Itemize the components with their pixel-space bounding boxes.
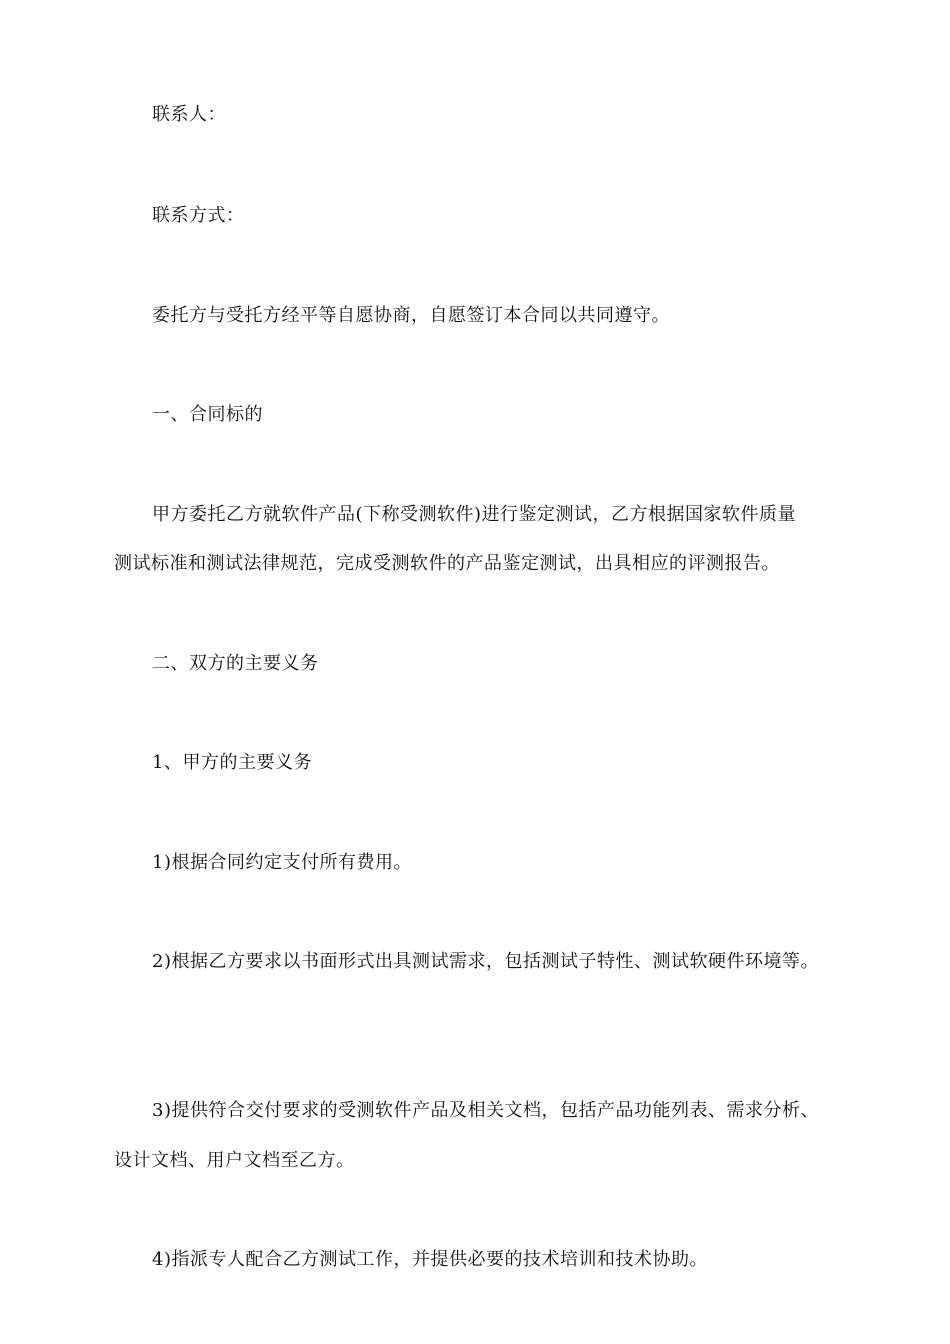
obligation-item-3-line1: 3)提供符合交付要求的受测软件产品及相关文档，包括产品功能列表、需求分析、 — [152, 1100, 819, 1121]
obligation-item-3-line2: 设计文档、用户文档至乙方。 — [114, 1150, 355, 1171]
obligation-item-2: 2)根据乙方要求以书面形式出具测试需求，包括测试子特性、测试软硬件环境等。 — [152, 951, 819, 972]
section1-paragraph-line1: 甲方委托乙方就软件产品(下称受测软件)进行鉴定测试，乙方根据国家软件质量 — [152, 504, 797, 525]
obligation-item-1: 1)根据合同约定支付所有费用。 — [152, 852, 412, 873]
contact-person-label: 联系人： — [152, 104, 226, 125]
section2-sub1-heading: 1、甲方的主要义务 — [152, 752, 312, 773]
section1-heading: 一、合同标的 — [152, 404, 263, 425]
section1-paragraph-line2: 测试标准和测试法律规范，完成受测软件的产品鉴定测试，出具相应的评测报告。 — [114, 553, 780, 574]
obligation-item-4: 4)指派专人配合乙方测试工作，并提供必要的技术培训和技术协助。 — [152, 1249, 708, 1270]
section2-heading: 二、双方的主要义务 — [152, 653, 319, 674]
contact-method-label: 联系方式： — [152, 205, 245, 226]
intro-paragraph: 委托方与受托方经平等自愿协商，自愿签订本合同以共同遵守。 — [152, 305, 670, 326]
